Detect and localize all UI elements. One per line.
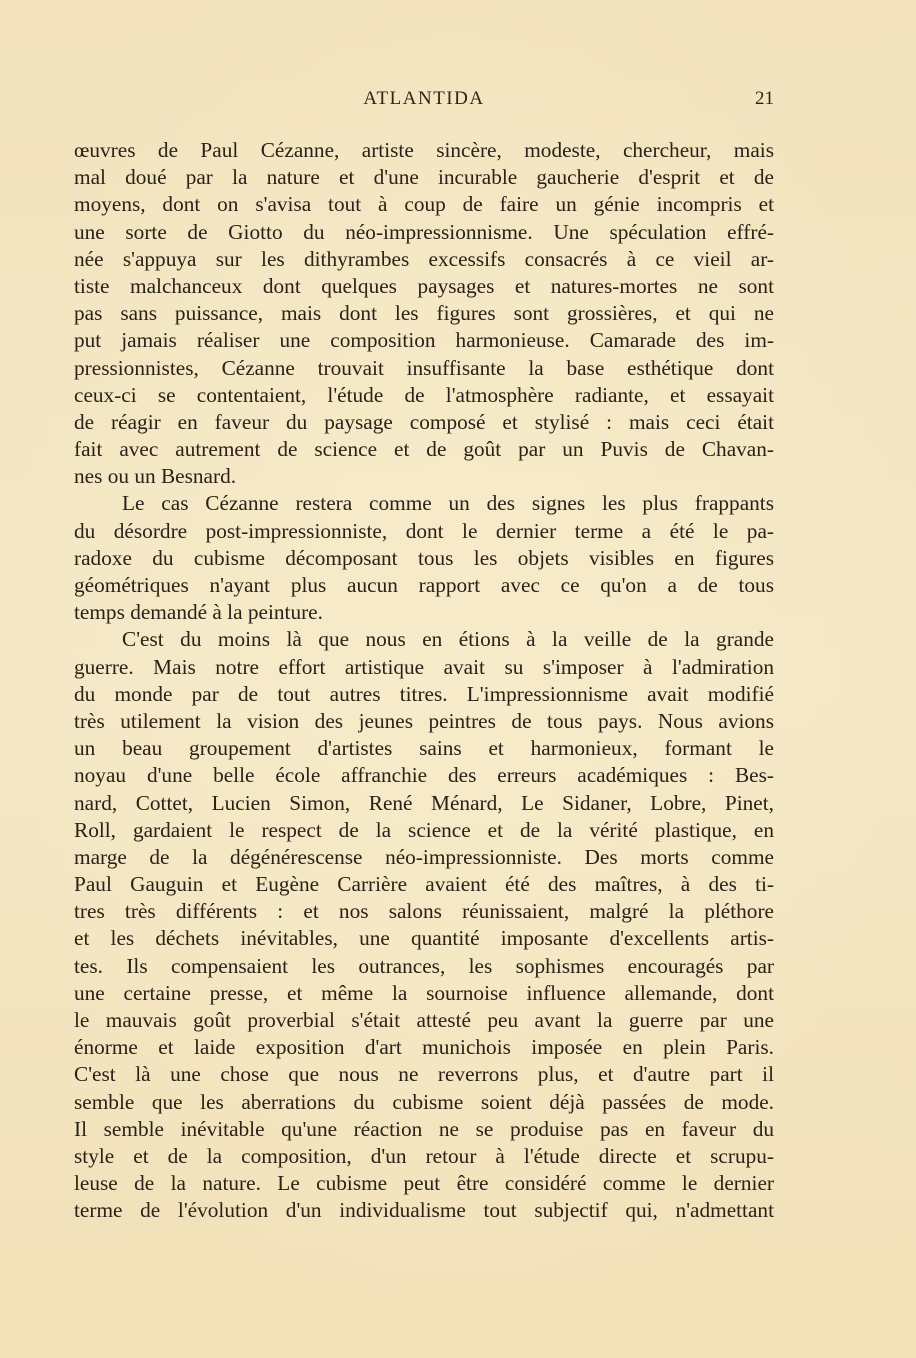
text-line: née s'appuya sur les dithyrambes excessifs consacrés à ce vieil ar- xyxy=(74,246,774,271)
text-line: temps demandé à la peinture. xyxy=(74,600,323,625)
text-line: C'est là une chose que nous ne reverrons plus, et d'autre part il xyxy=(74,1062,774,1087)
text-line: très utilement la vision des jeunes peintres de tous pays. Nous avions xyxy=(74,708,774,733)
text-line: de réagir en faveur du paysage composé et stylisé : mais ceci était xyxy=(74,409,774,434)
text-line: Roll, gardaient le respect de la science et de la vérité plastique, en xyxy=(74,817,774,842)
text-line: et les déchets inévitables, une quantité imposante d'excellents artis- xyxy=(74,926,774,951)
text-line: Paul Gauguin et Eugène Carrière avaient été des maîtres, à des ti- xyxy=(74,872,774,897)
text-line: tres très différents : et nos salons réunissaient, malgré la pléthore xyxy=(74,899,774,924)
text-line: fait avec autrement de science et de goût par un Puvis de Chavan- xyxy=(74,437,774,462)
text-line: mal doué par la nature et d'une incurable gaucherie d'esprit et de xyxy=(74,165,774,190)
text-line: moyens, dont on s'avisa tout à coup de faire un génie incompris et xyxy=(74,192,774,217)
text-line: pressionnistes, Cézanne trouvait insuffisante la base esthétique dont xyxy=(74,355,774,380)
text-line: une sorte de Giotto du néo-impressionnisme. Une spéculation effré- xyxy=(74,219,774,244)
page-number: 21 xyxy=(755,88,774,109)
paragraph xyxy=(74,490,774,626)
text-line: ceux-ci se contentaient, l'étude de l'atmosphère radiante, et essayait xyxy=(74,382,774,407)
text-line: guerre. Mais notre effort artistique avait su s'imposer à l'admiration xyxy=(74,654,774,679)
text-line: semble que les aberrations du cubisme soient déjà passées de mode. xyxy=(74,1089,774,1114)
text-line: style et de la composition, d'un retour à l'étude directe et scrupu- xyxy=(74,1143,774,1168)
text-line: nard, Cottet, Lucien Simon, René Ménard, Le Sidaner, Lobre, Pinet, xyxy=(74,790,774,815)
text-line: put jamais réaliser une composition harmonieuse. Camarade des im- xyxy=(74,328,774,353)
text-line: le mauvais goût proverbial s'était attesté peu avant la guerre par une xyxy=(74,1008,774,1032)
text-line: Le cas Cézanne restera comme un des signes les plus frappants xyxy=(122,491,774,516)
text-line: leuse de la nature. Le cubisme peut être considéré comme le dernier xyxy=(74,1171,774,1196)
text-line: marge de la dégénérescense néo-impressionniste. Des morts comme xyxy=(74,844,774,869)
text-line: énorme et laide exposition d'art munichois imposée en plein Paris. xyxy=(74,1035,774,1060)
page-header xyxy=(74,88,774,118)
text-line: du désordre post-impressionniste, dont le dernier terme a été le pa- xyxy=(74,518,774,543)
text-line: nes ou un Besnard. xyxy=(74,464,237,489)
text-line: Il semble inévitable qu'une réaction ne se produise pas en faveur du xyxy=(74,1116,774,1141)
text-line: C'est du moins là que nous en étions à la veille de la grande xyxy=(122,627,774,652)
running-title: ATLANTIDA xyxy=(363,88,485,109)
paragraph xyxy=(74,137,774,490)
text-line: terme de l'évolution d'un individualisme tout subjectif qui, n'admettant xyxy=(74,1198,774,1223)
text-line: radoxe du cubisme décomposant tous les objets visibles en figures xyxy=(74,545,774,570)
paragraph xyxy=(74,626,774,1224)
text-line: œuvres de Paul Cézanne, artiste sincère, modeste, chercheur, mais xyxy=(74,138,774,162)
text-line: tes. Ils compensaient les outrances, les sophismes encouragés par xyxy=(74,953,774,978)
text-line: noyau d'une belle école affranchie des erreurs académiques : Bes- xyxy=(74,763,774,788)
text-line: géométriques n'ayant plus aucun rapport avec ce qu'on a de tous xyxy=(74,573,774,597)
body-text xyxy=(74,137,774,1225)
text-line: une certaine presse, et même la sournoise influence allemande, dont xyxy=(74,980,774,1005)
text-line: du monde par de tout autres titres. L'impressionnisme avait modifié xyxy=(74,681,774,706)
text-line: pas sans puissance, mais dont les figures sont grossières, et qui ne xyxy=(74,301,774,326)
text-line: tiste malchanceux dont quelques paysages et natures-mortes ne sont xyxy=(74,273,774,298)
text-line: un beau groupement d'artistes sains et harmonieux, formant le xyxy=(74,736,774,761)
